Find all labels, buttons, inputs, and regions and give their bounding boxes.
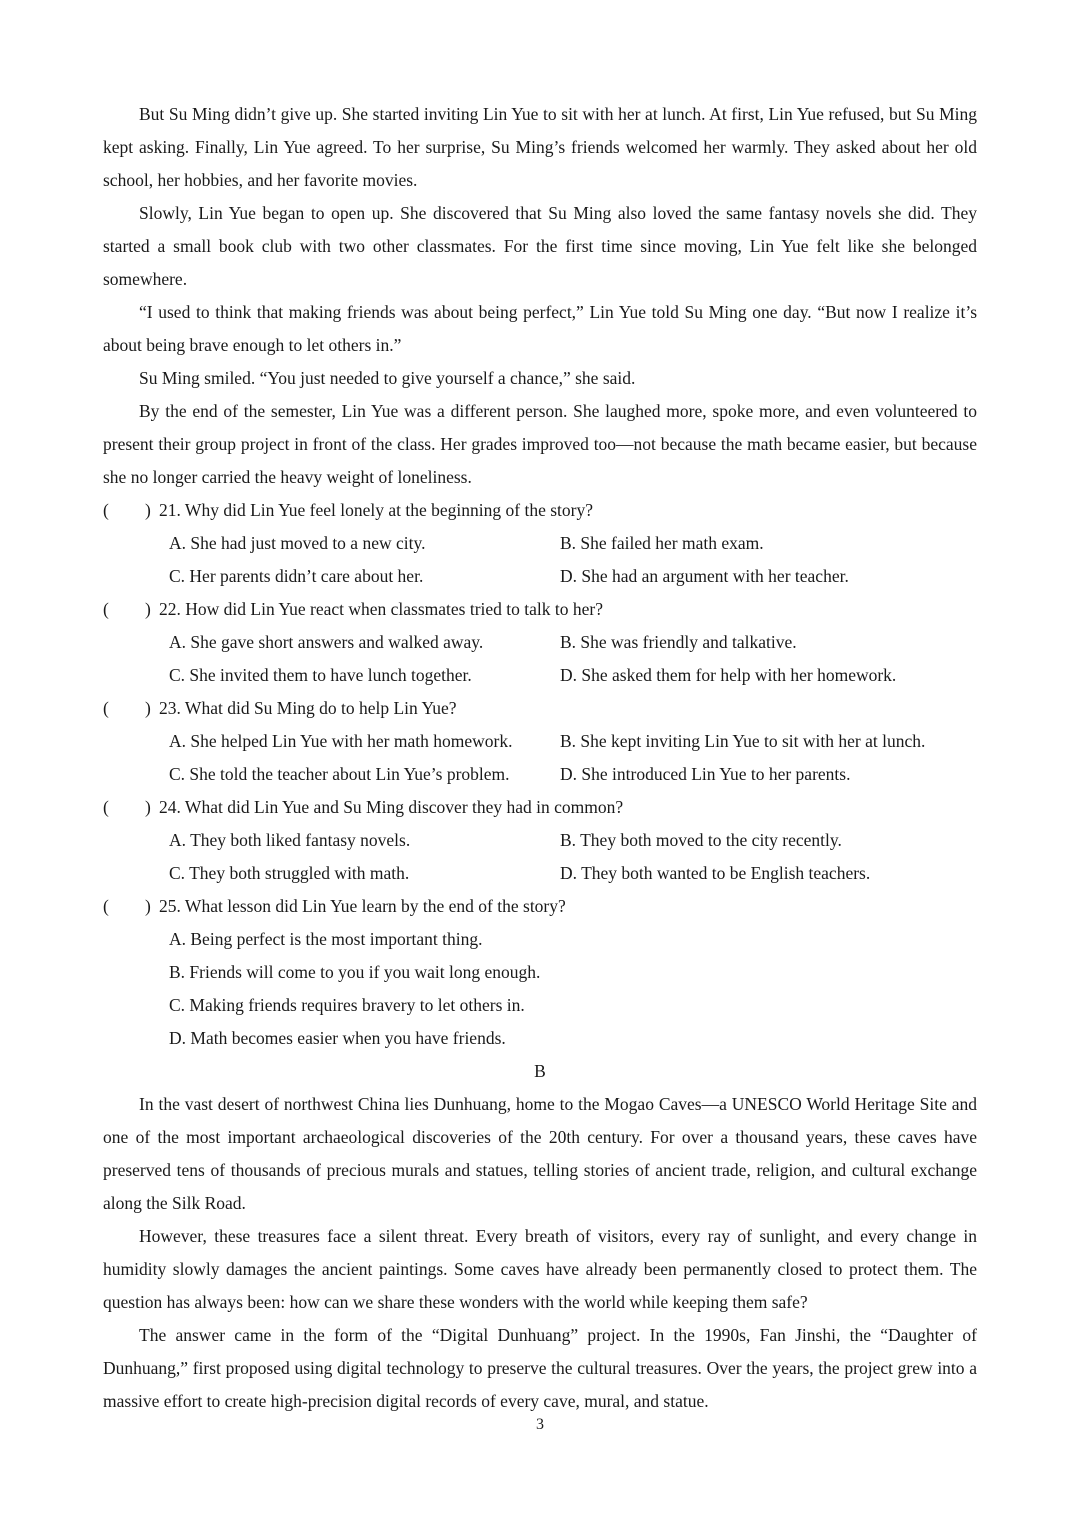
option-c[interactable]: C. She told the teacher about Lin Yue’s problem.	[169, 764, 510, 784]
options-row	[103, 989, 977, 1022]
section-b-heading: B	[534, 1061, 546, 1081]
exam-page	[103, 98, 977, 1418]
page-number: 3	[536, 1416, 544, 1433]
passage-b-paragraph-3: The answer came in the form of the “Digital Dunhuang” project. In the 1990s, Fan Jinshi, the “Daughter of Dunhuang,” first proposed using digital technology to preserve the cultural treasures. Over the years, the project grew into a massive effort to create high-precision digital records of every cave, mural, and statue.	[103, 1325, 977, 1411]
question-22	[103, 593, 977, 626]
option-d[interactable]: D. She had an argument with her teacher.	[560, 566, 849, 586]
question-24	[103, 791, 977, 824]
passage-a-paragraph-1: But Su Ming didn’t give up. She started inviting Lin Yue to sit with her at lunch. At first, Lin Yue refused, but Su Ming kept asking. Finally, Lin Yue agreed. To her surprise, Su Ming’s friends welcomed her warmly. They asked about her old school, her hobbies, and her favorite movies.	[103, 104, 977, 190]
option-a[interactable]: A. She gave short answers and walked away.	[169, 632, 484, 652]
question-25	[103, 890, 977, 923]
option-c[interactable]: C. Making friends requires bravery to let others in.	[169, 995, 525, 1015]
answer-bracket-close: )	[145, 599, 151, 619]
option-b[interactable]: B. They both moved to the city recently.	[560, 830, 842, 850]
option-a[interactable]: A. Being perfect is the most important thing.	[169, 929, 483, 949]
option-c[interactable]: C. Her parents didn’t care about her.	[169, 566, 424, 586]
answer-bracket-close: )	[145, 797, 151, 817]
passage-a-paragraph-2: Slowly, Lin Yue began to open up. She discovered that Su Ming also loved the same fantasy novels she did. They started a small book club with two other classmates. For the first time since moving, Lin Yue felt like she belonged somewhere.	[103, 203, 977, 289]
question-stem: 24. What did Lin Yue and Su Ming discover they had in common?	[159, 797, 624, 817]
answer-bracket-open[interactable]: (	[103, 896, 109, 916]
options-row	[103, 527, 977, 560]
options-row	[103, 956, 977, 989]
answer-bracket-open[interactable]: (	[103, 698, 109, 718]
question-stem: 23. What did Su Ming do to help Lin Yue?	[159, 698, 457, 718]
option-c[interactable]: C. She invited them to have lunch together.	[169, 665, 472, 685]
options-row	[103, 824, 977, 857]
passage-a-paragraph-5: By the end of the semester, Lin Yue was a different person. She laughed more, spoke more, and even volunteered to present their group project in front of the class. Her grades improved too—not because the math became easier, but because she no longer carried the heavy weight of loneliness.	[103, 401, 977, 487]
option-b[interactable]: B. She was friendly and talkative.	[560, 632, 797, 652]
passage-b-paragraph-2: However, these treasures face a silent threat. Every breath of visitors, every ray of sunlight, and every change in humidity slowly damages the ancient paintings. Some caves have already been permanently closed to protect them. The question has always been: how can we share these wonders with the world while keeping them safe?	[103, 1226, 977, 1312]
answer-bracket-close: )	[145, 698, 151, 718]
option-a[interactable]: A. She helped Lin Yue with her math homework.	[169, 731, 513, 751]
option-b[interactable]: B. Friends will come to you if you wait long enough.	[169, 962, 541, 982]
passage-a-paragraph-3: “I used to think that making friends was about being perfect,” Lin Yue told Su Ming one day. “But now I realize it’s about being brave enough to let others in.”	[103, 302, 977, 355]
question-21	[103, 494, 977, 527]
answer-bracket-open[interactable]: (	[103, 797, 109, 817]
options-row	[103, 626, 977, 659]
question-23	[103, 692, 977, 725]
answer-bracket-open[interactable]: (	[103, 500, 109, 520]
option-a[interactable]: A. She had just moved to a new city.	[169, 533, 426, 553]
options-row	[103, 758, 977, 791]
question-stem: 22. How did Lin Yue react when classmates tried to talk to her?	[159, 599, 604, 619]
option-c[interactable]: C. They both struggled with math.	[169, 863, 410, 883]
options-row	[103, 725, 977, 758]
options-row	[103, 923, 977, 956]
option-d[interactable]: D. She asked them for help with her homework.	[560, 665, 897, 685]
question-stem: 21. Why did Lin Yue feel lonely at the beginning of the story?	[159, 500, 593, 520]
option-b[interactable]: B. She kept inviting Lin Yue to sit with her at lunch.	[560, 731, 926, 751]
options-row	[103, 659, 977, 692]
option-a[interactable]: A. They both liked fantasy novels.	[169, 830, 411, 850]
passage-b-paragraph-1: In the vast desert of northwest China lies Dunhuang, home to the Mogao Caves—a UNESCO World Heritage Site and one of the most important archaeological discoveries of the 20th century. For over a thousand years, these caves have preserved tens of thousands of precious murals and statues, telling stories of ancient trade, religion, and cultural exchange along the Silk Road.	[103, 1094, 977, 1213]
answer-bracket-close: )	[145, 500, 151, 520]
option-d[interactable]: D. They both wanted to be English teachers.	[560, 863, 871, 883]
passage-a-paragraph-4: Su Ming smiled. “You just needed to give yourself a chance,” she said.	[139, 368, 636, 388]
options-row	[103, 857, 977, 890]
option-b[interactable]: B. She failed her math exam.	[560, 533, 764, 553]
options-row	[103, 560, 977, 593]
options-row	[103, 1022, 977, 1055]
question-stem: 25. What lesson did Lin Yue learn by the end of the story?	[159, 896, 566, 916]
option-d[interactable]: D. Math becomes easier when you have friends.	[169, 1028, 506, 1048]
answer-bracket-open[interactable]: (	[103, 599, 109, 619]
answer-bracket-close: )	[145, 896, 151, 916]
option-d[interactable]: D. She introduced Lin Yue to her parents.	[560, 764, 851, 784]
